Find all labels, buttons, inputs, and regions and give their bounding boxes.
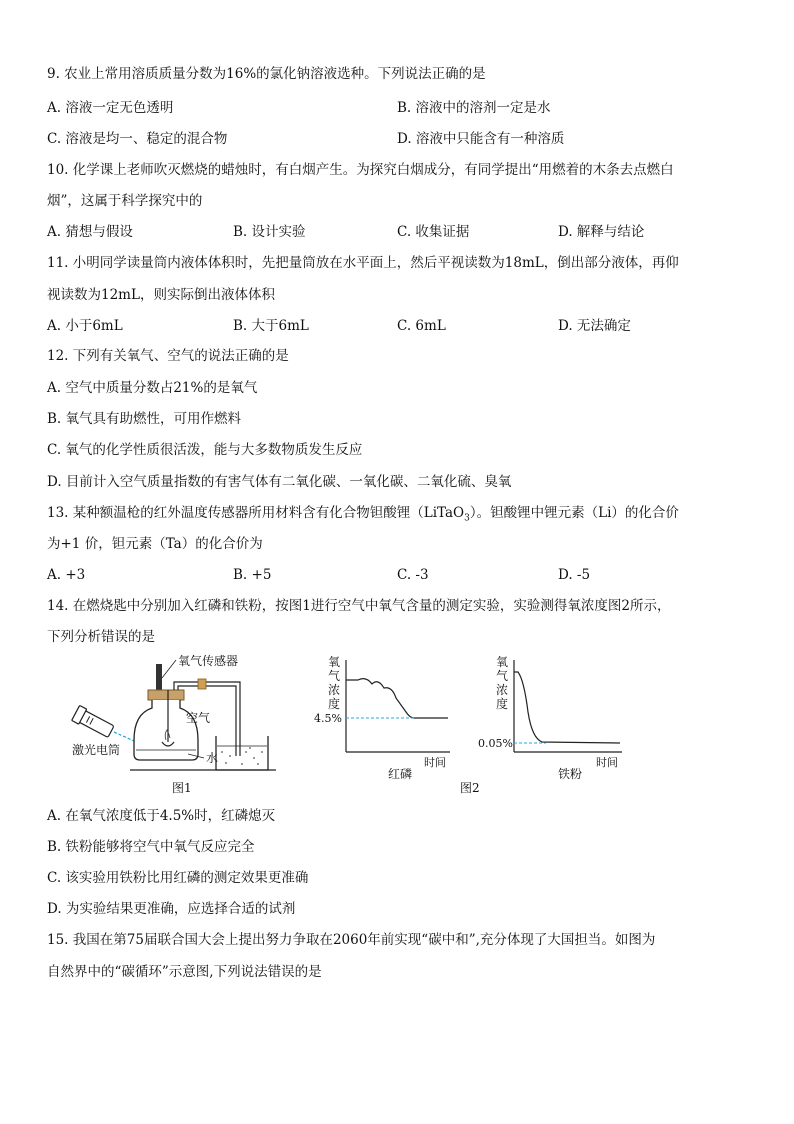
q9-option-a: A. 溶液一定无色透明 bbox=[47, 100, 174, 116]
q11-option-d: D. 无法确定 bbox=[558, 318, 631, 334]
chart1-curve bbox=[346, 679, 448, 718]
q14-stem-line2: 下列分析错误的是 bbox=[47, 629, 155, 645]
air-label: 空气 bbox=[186, 711, 211, 725]
sensor-label: 氧气传感器 bbox=[178, 654, 239, 668]
q12-option-b: B. 氧气具有助燃性，可用作燃料 bbox=[47, 411, 242, 427]
water-label: 水 bbox=[206, 751, 219, 765]
q14-stem-line1: 14. 在燃烧匙中分别加入红磷和铁粉，按图1进行空气中氧气含量的测定实验，实验测得氧浓度图2所示， bbox=[47, 598, 671, 614]
q13-stem-pre: 13. 某种额温枪的红外温度传感器所用材料含有化合物钽酸锂（LiTaO bbox=[47, 505, 465, 521]
figure2-caption: 图2 bbox=[460, 781, 480, 795]
q13-stem-subscript: 3 bbox=[464, 513, 470, 524]
q13-option-a: A. +3 bbox=[47, 567, 86, 583]
q15-stem-line2: 自然界中的“碳循环”示意图,下列说法错误的是 bbox=[47, 964, 322, 980]
chart-iron-powder bbox=[478, 655, 622, 781]
q13-option-c: C. -3 bbox=[397, 567, 429, 583]
chart1-name: 红磷 bbox=[388, 767, 413, 781]
chart1-ylabel-1: 氧 bbox=[328, 655, 341, 669]
q12-option-c: C. 氧气的化学性质很活泼，能与大多数物质发生反应 bbox=[47, 442, 363, 458]
q11-option-a: A. 小于6mL bbox=[47, 318, 123, 334]
beaker bbox=[216, 736, 268, 770]
q9-option-b: B. 溶液中的溶剂一定是水 bbox=[397, 100, 551, 116]
chart-red-phosphorus bbox=[314, 655, 450, 781]
figure2-charts bbox=[310, 650, 650, 798]
chart2-name: 铁粉 bbox=[558, 767, 583, 781]
chart2-curve bbox=[514, 672, 620, 743]
q11-option-b: B. 大于6mL bbox=[233, 318, 309, 334]
q13-stem-line1 bbox=[47, 503, 679, 529]
q12-option-a: A. 空气中质量分数占21%的是氧气 bbox=[47, 380, 258, 396]
sensor-pointer bbox=[162, 660, 176, 678]
beaker-water-dots bbox=[221, 747, 263, 765]
chart2-xlabel: 时间 bbox=[596, 756, 618, 769]
q12-stem: 12. 下列有关氧气、空气的说法正确的是 bbox=[47, 348, 289, 364]
chart1-ylabel-2: 气 bbox=[328, 669, 341, 683]
chart1-ylabel-3: 浓 bbox=[328, 683, 341, 697]
q14-option-a: A. 在氧气浓度低于4.5%时，红磷熄灭 bbox=[47, 808, 276, 824]
q14-option-d: D. 为实验结果更准确，应选择合适的试剂 bbox=[47, 901, 296, 917]
q13-option-b: B. +5 bbox=[233, 567, 272, 583]
chart2-ylabel-2: 气 bbox=[496, 669, 509, 683]
chart2-ylabel-4: 度 bbox=[496, 697, 509, 711]
q10-stem-line1: 10. 化学课上老师吹灭燃烧的蜡烛时，有白烟产生。为探究白烟成分，有同学提出“用燃着的木条去点燃白 bbox=[47, 162, 674, 178]
figure1-apparatus bbox=[70, 650, 290, 798]
q11-stem-line1: 11. 小明同学读量筒内液体体积时，先把量筒放在水平面上，然后平视读数为18mL，倒出部分液体，再仰 bbox=[47, 255, 679, 271]
q14-option-c: C. 该实验用铁粉比用红磷的测定效果更准确 bbox=[47, 870, 309, 886]
chart1-ylabel-4: 度 bbox=[328, 697, 341, 711]
q11-stem-line2: 视读数为12mL，则实际倒出液体体积 bbox=[47, 287, 275, 303]
q10-option-c: C. 收集证据 bbox=[397, 224, 470, 240]
q13-stem-line2: 为+1 价，钽元素（Ta）的化合价为 bbox=[47, 536, 263, 552]
chart1-xlabel: 时间 bbox=[424, 756, 446, 769]
q10-option-a: A. 猜想与假设 bbox=[47, 224, 133, 240]
q9-stem: 9. 农业上常用溶质质量分数为16%的氯化钠溶液选种。下列说法正确的是 bbox=[47, 66, 486, 82]
q9-option-c: C. 溶液是均一、稳定的混合物 bbox=[47, 131, 228, 147]
q11-option-c: C. 6mL bbox=[397, 318, 446, 334]
q15-stem-line1: 15. 我国在第75届联合国大会上提出努力争取在2060年前实现“碳中和”,充分体现了大国担当。如图为 bbox=[47, 932, 656, 948]
q13-stem-post: ）。钽酸锂中锂元素（Li）的化合价 bbox=[469, 505, 679, 521]
chart1-marker-label: 4.5% bbox=[314, 712, 342, 725]
laser-flashlight-icon bbox=[72, 705, 115, 739]
q9-option-d: D. 溶液中只能含有一种溶质 bbox=[397, 131, 565, 147]
q12-option-d: D. 目前计入空气质量指数的有害气体有二氧化碳、一氧化碳、二氧化硫、臭氧 bbox=[47, 474, 512, 490]
q10-option-b: B. 设计实验 bbox=[233, 224, 306, 240]
q10-stem-line2: 烟”，这属于科学探究中的 bbox=[47, 193, 203, 209]
flask bbox=[134, 700, 198, 760]
q14-option-b: B. 铁粉能够将空气中氧气反应完全 bbox=[47, 839, 255, 855]
chart2-ylabel-3: 浓 bbox=[496, 683, 509, 697]
laser-label: 激光电筒 bbox=[72, 743, 121, 757]
figure1-caption: 图1 bbox=[172, 781, 192, 795]
stopper bbox=[148, 690, 184, 700]
clamp-icon bbox=[198, 679, 206, 689]
q13-option-d: D. -5 bbox=[558, 567, 591, 583]
chart2-marker-label: 0.05% bbox=[478, 737, 513, 750]
q10-option-d: D. 解释与结论 bbox=[558, 224, 645, 240]
chart2-ylabel-1: 氧 bbox=[496, 655, 509, 669]
